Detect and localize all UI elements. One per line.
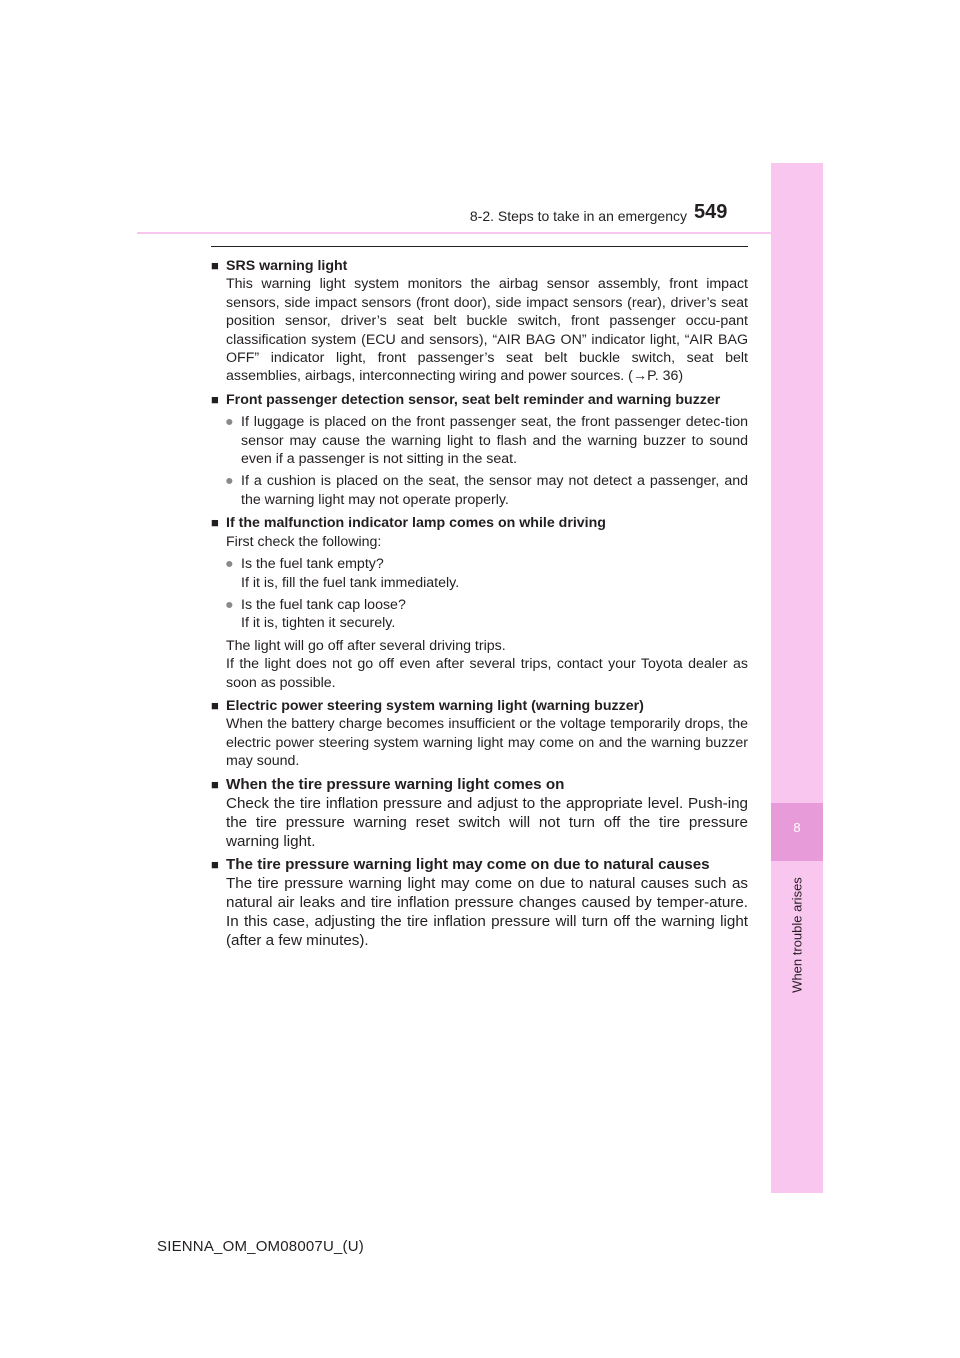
bullet-answer: If it is, tighten it securely. (241, 615, 396, 632)
bullet-item (211, 596, 748, 633)
top-rule (211, 246, 748, 247)
page-content (211, 257, 748, 955)
bullet-answer: If it is, fill the fuel tank immediately. (241, 574, 460, 591)
header-line (137, 232, 823, 234)
section-front-passenger-detection (211, 391, 748, 509)
paragraph: If the light does not go off even after several trips, contact your Toyota dealer as soon as possible. (226, 656, 748, 691)
bullet-item: ● If luggage is placed on the front passenger seat, the front passenger detec-tion sensor may cause the warning light to flash and the warning buzzer to sound even if a passenger is not sitting in the seat. (211, 413, 748, 468)
section-heading: ■ Electric power steering system warning light (warning buzzer) (211, 697, 748, 715)
paragraph: When the battery charge becomes insufficient or the voltage temporarily drops, the electric power steering system warning light may come on and the warning buzzer may sound. (226, 716, 748, 770)
chapter-number: 8 (793, 820, 801, 835)
paragraph: First check the following: (226, 533, 382, 550)
paragraph: The light will go off after several driving trips. (226, 637, 506, 654)
section-heading: ■ If the malfunction indicator lamp comes on while driving (211, 514, 748, 532)
section-srs-warning-light (211, 257, 748, 386)
side-tab (771, 163, 823, 1193)
section-title: 8-2. Steps to take in an emergency (469, 208, 687, 224)
bullet-item (211, 555, 748, 592)
paragraph: This warning light system monitors the airbag sensor assembly, front impact sensors, side impact sensors (front door), side impact sensors (rear), driver’s seat position sensor, driver’s seat belt buckle switch, front passenger occu-pant classification system (ECU and sensors), “AIR BAG ON” indicator light, “AIR BAG OFF” indicator light, front passenger’s seat belt buckle switch, seat belt assemblies, airbags, interconnecting wiring and power sources. (→P. 36) (226, 276, 748, 385)
section-heading: ■ SRS warning light (211, 257, 748, 275)
paragraph: The tire pressure warning light may come on due to natural causes such as natural air leaks and tire inflation pressure changes caused by temper-ature. In this case, adjusting the tire inflation pressure will turn off the warning light (after a few minutes). (226, 875, 748, 950)
bullet-question: ● Is the fuel tank empty? (241, 556, 384, 573)
paragraph: Check the tire inflation pressure and adjust to the appropriate level. Push-ing the tire pressure warning reset switch will not turn off the tire pressure warning light. (226, 794, 748, 850)
bullet-question: ● Is the fuel tank cap loose? (241, 596, 406, 613)
page-number: 549 (694, 201, 728, 223)
chapter-label: When trouble arises (789, 877, 805, 993)
bullet-item: ● If a cushion is placed on the seat, the sensor may not detect a passenger, and the warning light may not operate properly. (211, 472, 748, 509)
section-tire-pressure-natural-causes (211, 856, 748, 950)
section-tire-pressure-comes-on (211, 776, 748, 851)
section-heading: ■ The tire pressure warning light may come on due to natural causes (211, 856, 748, 874)
section-heading: ■ When the tire pressure warning light comes on (211, 776, 748, 794)
section-power-steering-warning (211, 697, 748, 771)
document-code: SIENNA_OM_OM08007U_(U) (157, 1238, 364, 1255)
section-heading: ■ Front passenger detection sensor, seat belt reminder and warning buzzer (211, 391, 748, 409)
section-malfunction-indicator (211, 514, 748, 692)
